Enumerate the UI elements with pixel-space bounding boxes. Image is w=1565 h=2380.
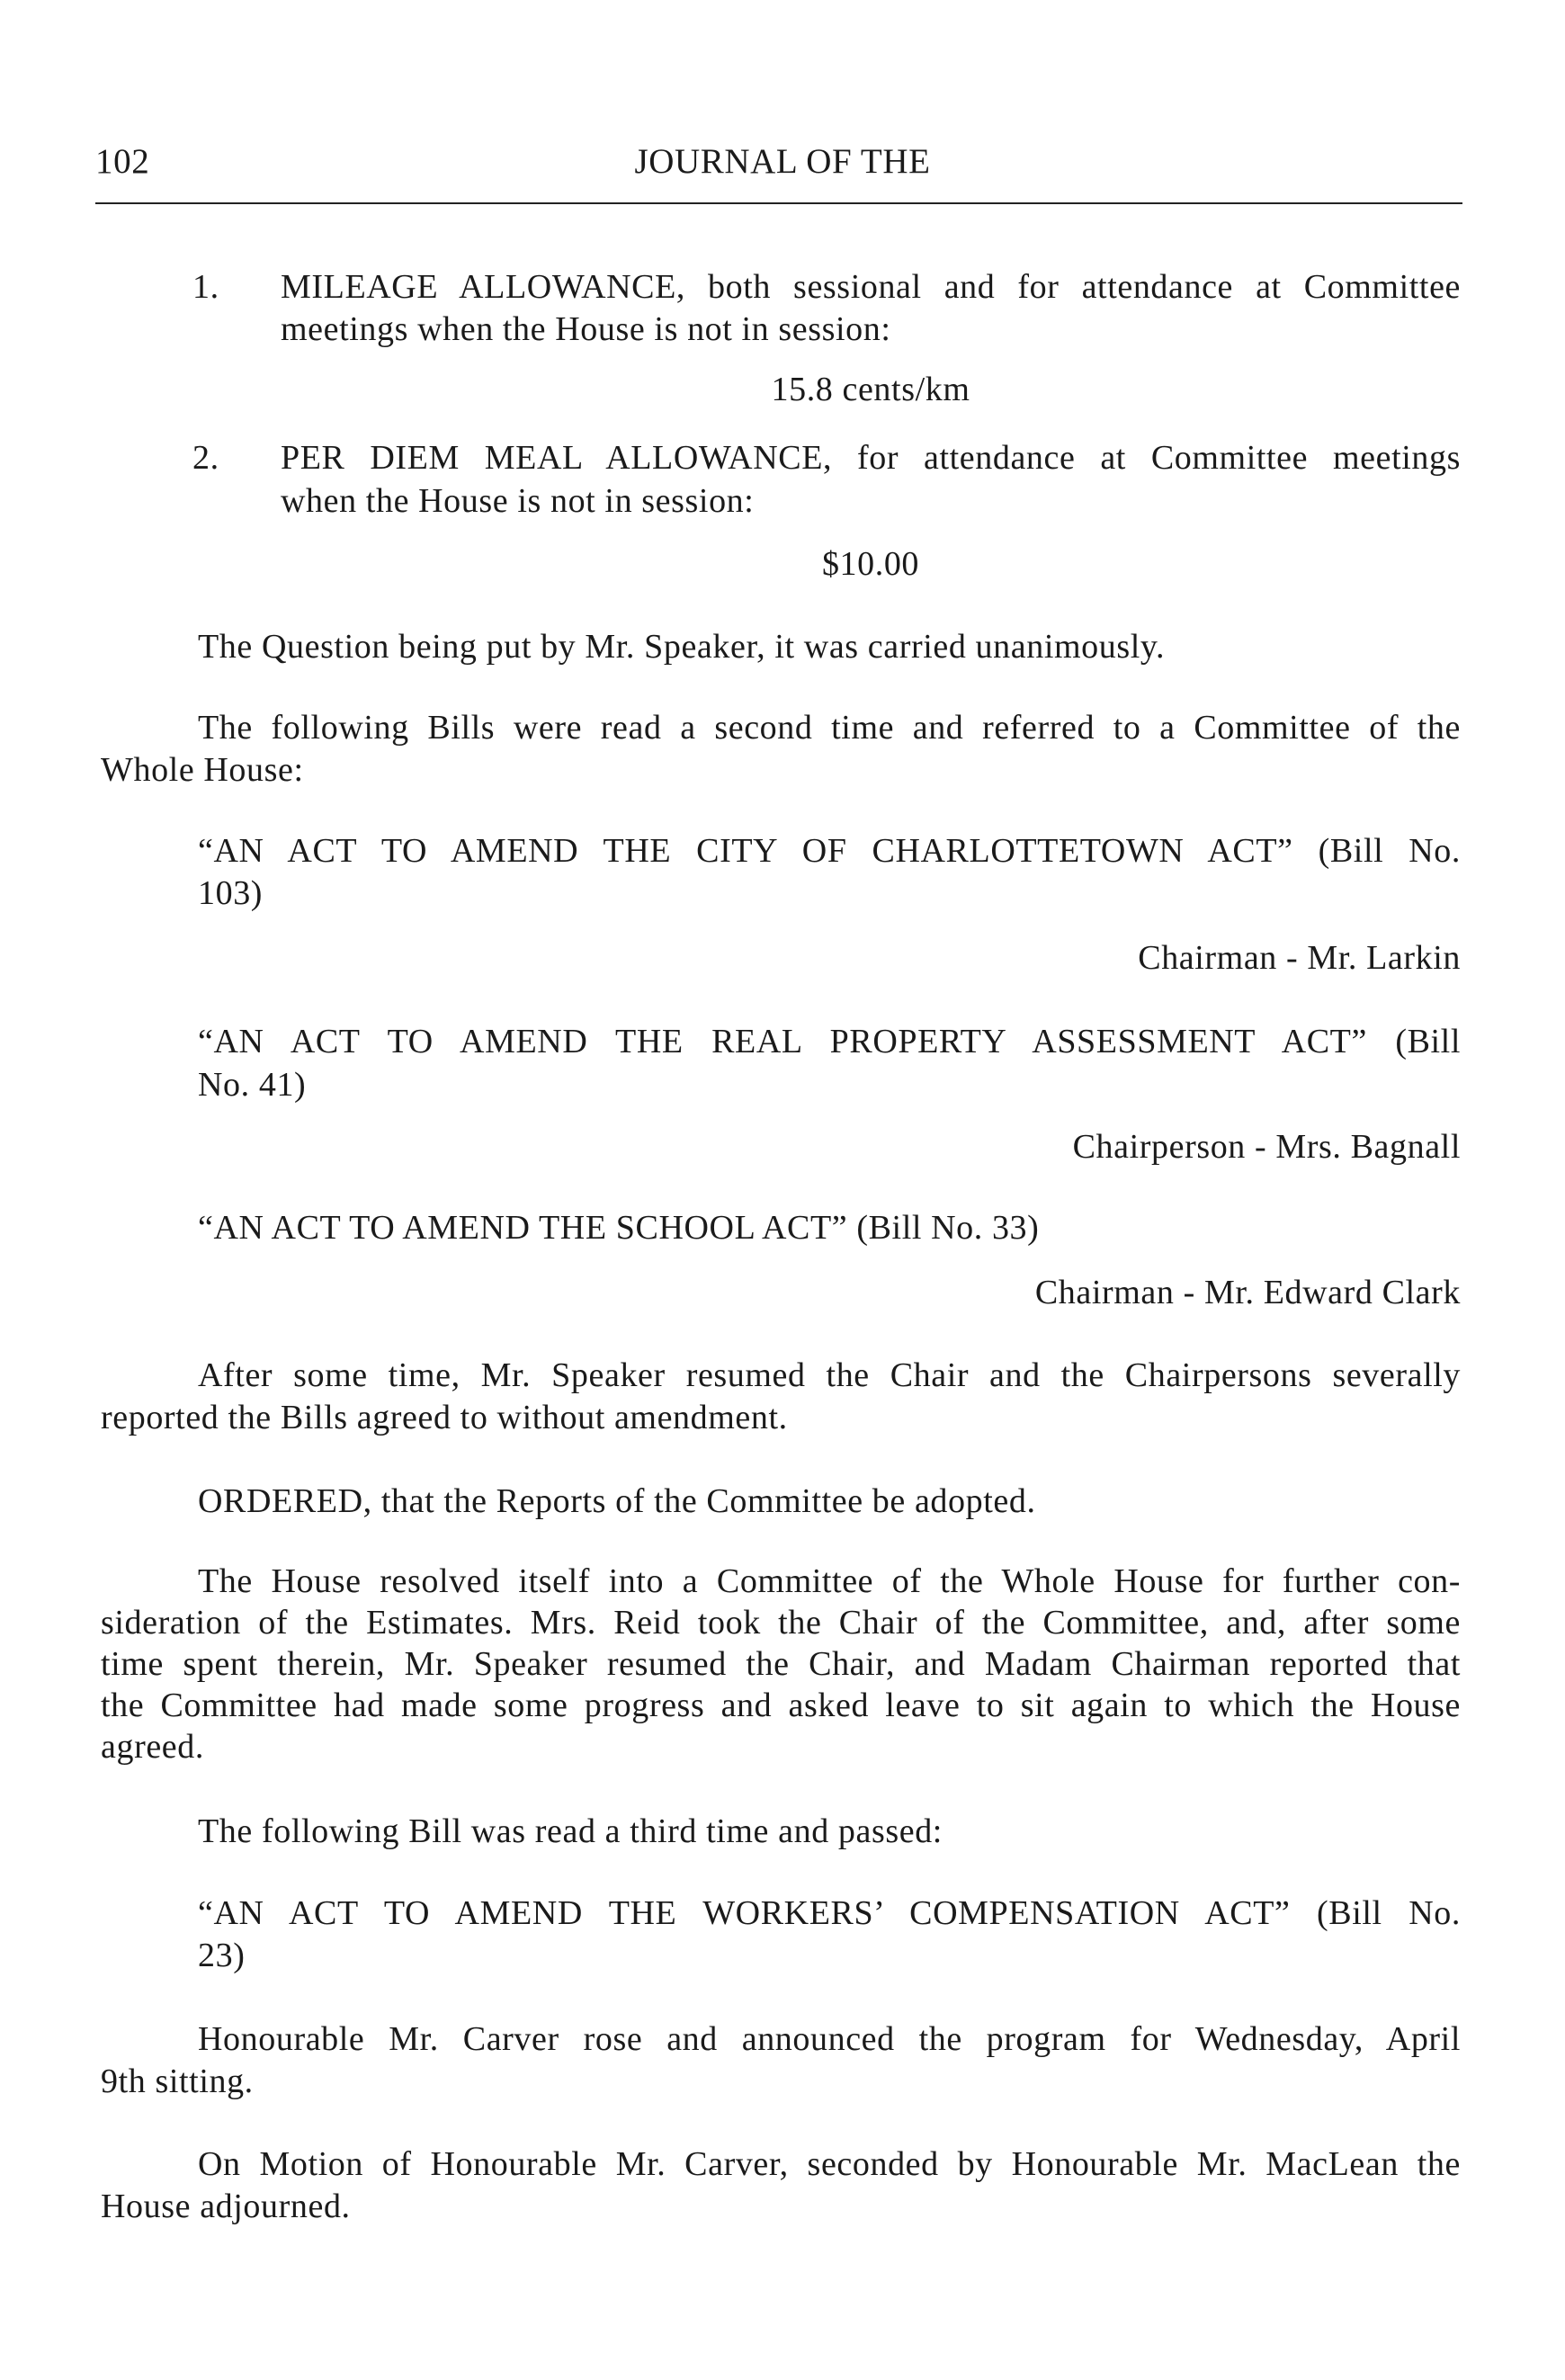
after-some-time-line2: reported the Bills agreed to without amendment.: [101, 1399, 788, 1436]
allowance-1-number: 1.: [192, 268, 219, 306]
estimates-line3: time spent therein, Mr. Speaker resumed the Chair, and Madam Chairman reported that: [101, 1645, 1461, 1683]
allowance-2-number: 2.: [192, 439, 219, 477]
allowance-2-line2: when the House is not in session:: [281, 482, 755, 520]
adjournment-line2: House adjourned.: [101, 2188, 351, 2225]
estimates-line5: agreed.: [101, 1728, 204, 1766]
bill-33-title: “AN ACT TO AMEND THE SCHOOL ACT” (Bill No. 33): [198, 1209, 1040, 1247]
running-title: JOURNAL OF THE: [634, 142, 931, 181]
allowance-1-line2: meetings when the House is not in session:: [281, 310, 891, 348]
program-line1: Honourable Mr. Carver rose and announced the program for Wednesday, April: [198, 2020, 1461, 2058]
allowance-1-line1: MILEAGE ALLOWANCE, both sessional and for attendance at Committee: [281, 268, 1461, 306]
bill-41-title-line1: “AN ACT TO AMEND THE REAL PROPERTY ASSESSMENT ACT” (Bill: [198, 1023, 1461, 1060]
page-number: 102: [95, 142, 150, 181]
bill-103-title-line1: “AN ACT TO AMEND THE CITY OF CHARLOTTETOWN ACT” (Bill No.: [198, 832, 1461, 870]
bill-103-chair: Chairman - Mr. Larkin: [1138, 939, 1461, 977]
header-rule: [95, 202, 1462, 204]
third-reading-bill-line1: “AN ACT TO AMEND THE WORKERS’ COMPENSATION ACT” (Bill No.: [198, 1894, 1461, 1932]
bill-41-chair: Chairperson - Mrs. Bagnall: [1072, 1128, 1461, 1166]
bill-33-chair: Chairman - Mr. Edward Clark: [1034, 1274, 1461, 1311]
estimates-line1: The House resolved itself into a Committee of the Whole House for further con-: [198, 1562, 1461, 1600]
question-put: The Question being put by Mr. Speaker, it was carried unanimously.: [198, 628, 1166, 666]
allowance-2-amount: $10.00: [821, 545, 920, 583]
second-reading-line2: Whole House:: [101, 751, 304, 789]
bill-41-title-line2: No. 41): [198, 1066, 307, 1104]
after-some-time-line1: After some time, Mr. Speaker resumed the Chair and the Chairpersons severally: [198, 1356, 1461, 1394]
estimates-line2: sideration of the Estimates. Mrs. Reid took the Chair of the Committee, and, after some: [101, 1604, 1461, 1642]
third-reading-bill-line2: 23): [198, 1937, 246, 1974]
estimates-line4: the Committee had made some progress and asked leave to sit again to which the House: [101, 1687, 1461, 1724]
allowance-2-line1: PER DIEM MEAL ALLOWANCE, for attendance at Committee meetings: [281, 439, 1461, 477]
third-reading-intro: The following Bill was read a third time and passed:: [198, 1812, 943, 1850]
allowance-1-amount: 15.8 cents/km: [771, 371, 970, 408]
program-line2: 9th sitting.: [101, 2062, 254, 2100]
bill-103-title-line2: 103): [198, 874, 264, 912]
second-reading-line1: The following Bills were read a second time and referred to a Committee of the: [198, 709, 1461, 747]
ordered-paragraph: ORDERED, that the Reports of the Committee be adopted.: [198, 1482, 1036, 1520]
adjournment-line1: On Motion of Honourable Mr. Carver, seconded by Honourable Mr. MacLean the: [198, 2145, 1461, 2183]
